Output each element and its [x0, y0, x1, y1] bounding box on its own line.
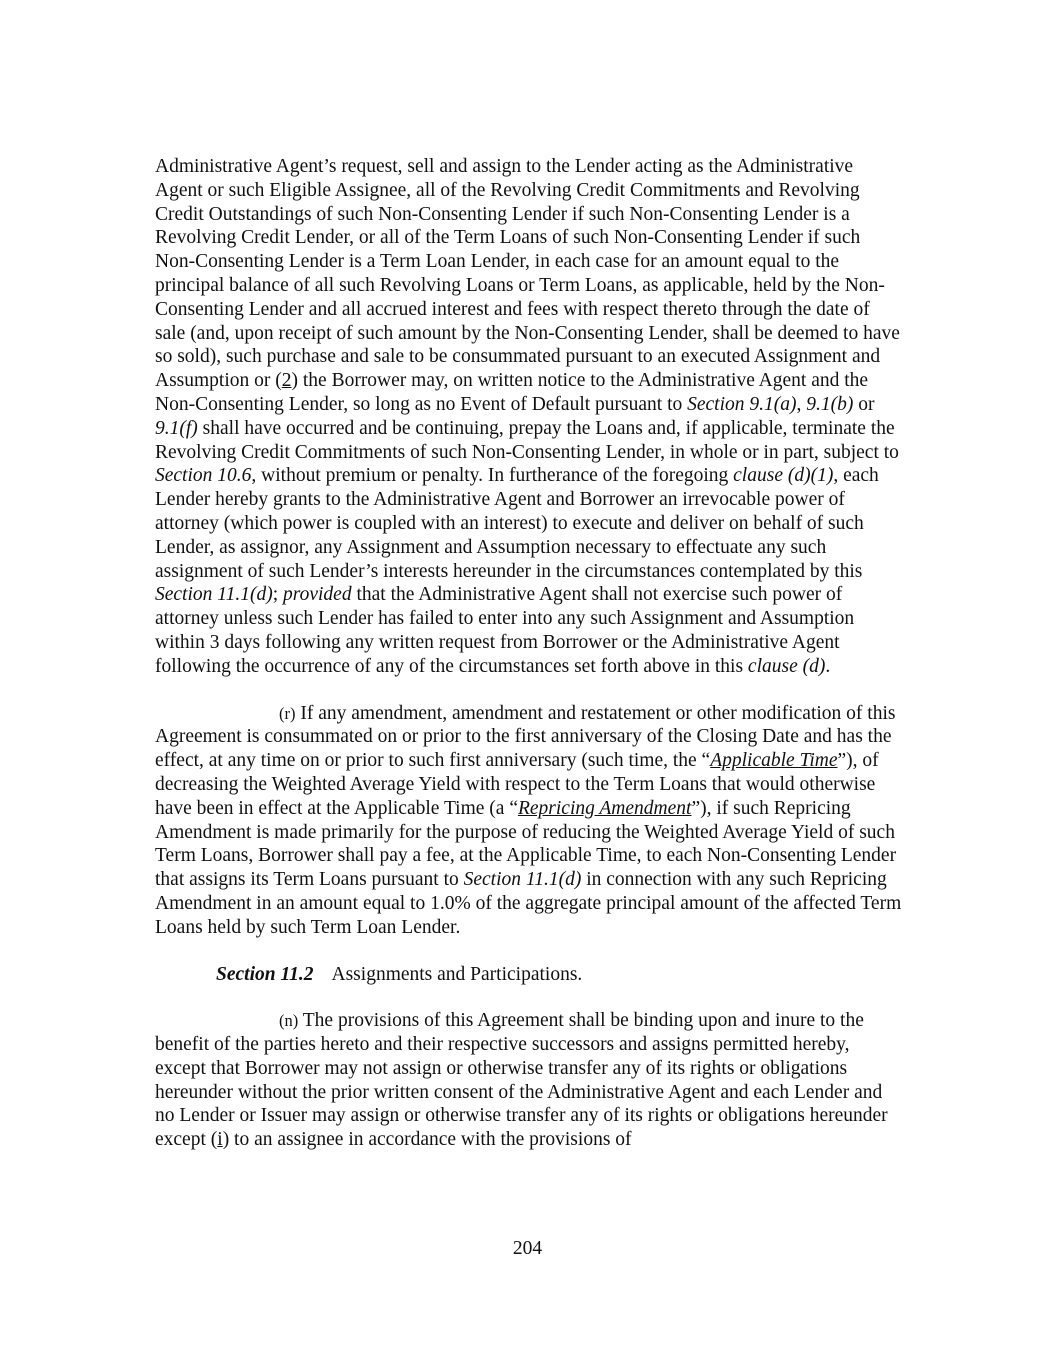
- section-reference: Section 9.1(a): [687, 393, 797, 415]
- clause-marker: (n): [279, 1011, 299, 1031]
- clause-reference: clause (d): [747, 655, 826, 677]
- document-page: [155, 155, 903, 1152]
- text-run: that the Administrative Agent shall not exercise such power of attorney unless such Lender has failed to enter into any such Assignment and Assumption within 3 days following any written request from Borrower or the Administrative Agent following the occurrence of any of the circumstances set forth above in this: [155, 584, 855, 677]
- text-run: shall have occurred and be continuing, prepay the Loans and, if applicable, terminate the Revolving Credit Commitments of such Non-Consenting Lender, in whole or in part, subject to: [155, 417, 899, 463]
- page-number: 204: [512, 1238, 543, 1259]
- section-number: Section 11.2: [216, 963, 314, 985]
- clause-marker: (r): [279, 703, 296, 723]
- clause-number: i: [217, 1129, 223, 1151]
- text-run: ) the Borrower may, on written notice to the Administrative Agent and the Non-Consenting Lender, so long as no Event of Default pursuant to: [155, 370, 869, 415]
- proviso-term: provided: [282, 584, 352, 606]
- section-reference: Section 11.1(d): [463, 869, 582, 891]
- section-heading: [155, 963, 903, 987]
- clause-number: 2: [281, 370, 292, 392]
- text-run: , each Lender hereby grants to the Administrative Agent and Borrower an irrevocable power of attorney (which power is coupled with an interest) to execute and deliver on behalf of such Lender, as assignor, any Assignment and Assumption necessary to effectuate any such assignment of such Lender’s interests hereunder in the circumstances contemplated by this: [155, 465, 879, 582]
- text-run: or: [853, 393, 875, 415]
- section-reference: Section 11.1(d): [155, 584, 273, 606]
- text-run: The provisions of this Agreement shall be binding upon and inure to the benefit of the parties hereto and their respective successors and assigns permitted hereby, except that Borrower may not assign or otherwise transfer any of its rights or obligations hereunder without the prior written consent of the Administrative Agent and each Lender and no Lender or Issuer may assign or otherwise transfer any of its rights or obligations hereunder except (: [155, 1010, 888, 1151]
- paragraph-continuation: [155, 155, 903, 679]
- section-reference: 9.1(f): [155, 417, 198, 439]
- text-run: If any amendment, amendment and restatement or other modification of this Agreement is consummated on or prior to the first anniversary of the Closing Date and has the effect, at any time on or prior to such first anniversary (such time, the “: [155, 702, 896, 772]
- text-run: Administrative Agent’s request, sell and assign to the Lender acting as the Administrative Agent or such Eligible Assignee, all of the Revolving Credit Commitments and Revolving Credit Outstandings of such Non-Consenting Lender if such Non-Consenting Lender is a Revolving Credit Lender, or all of the Term Loans of such Non-Consenting Lender if such Non-Consenting Lender is a Term Loan Lender, in each case for an amount equal to the principal balance of all such Revolving Loans or Term Loans, as applicable, held by the Non-Consenting Lender and all accrued interest and fees with respect thereto through the date of sale (and, upon receipt of such amount by the Non-Consenting Lender, shall be deemed to have so sold), such purchase and sale to be consummated pursuant to an executed Assignment and Assumption or (: [155, 156, 900, 392]
- text-run: in connection with any such Repricing Amendment in an amount equal to 1.0% of the aggregate principal amount of the affected Term Loans held by such Term Loan Lender.: [155, 869, 902, 938]
- text-run: .: [825, 655, 831, 677]
- text-run: ;: [272, 584, 283, 606]
- defined-term: Applicable Time: [710, 750, 838, 772]
- section-reference: Section 10.6: [155, 465, 252, 487]
- section-reference: 9.1(b): [806, 393, 854, 415]
- text-run: ”), of decreasing the Weighted Average Yield with respect to the Term Loans that would otherwise have been in effect at the Applicable Time (a “: [155, 750, 879, 819]
- text-run: ”), if such Repricing Amendment is made primarily for the purpose of reducing the Weighted Average Yield of such Term Loans, Borrower shall pay a fee, at the Applicable Time, to each Non-Consenting Lender that assigns its Term Loans pursuant to: [155, 797, 897, 891]
- text-run: ) to an assignee in accordance with the provisions of: [222, 1129, 632, 1151]
- text-run: ,: [796, 393, 807, 415]
- paragraph-r: [155, 702, 903, 940]
- defined-term: Repricing Amendment: [517, 797, 692, 819]
- text-run: , without premium or penalty. In furtherance of the foregoing: [251, 465, 734, 487]
- paragraph-n: [155, 1009, 903, 1152]
- clause-reference: clause (d)(1): [733, 465, 834, 487]
- section-title: Assignments and Participations.: [331, 963, 583, 985]
